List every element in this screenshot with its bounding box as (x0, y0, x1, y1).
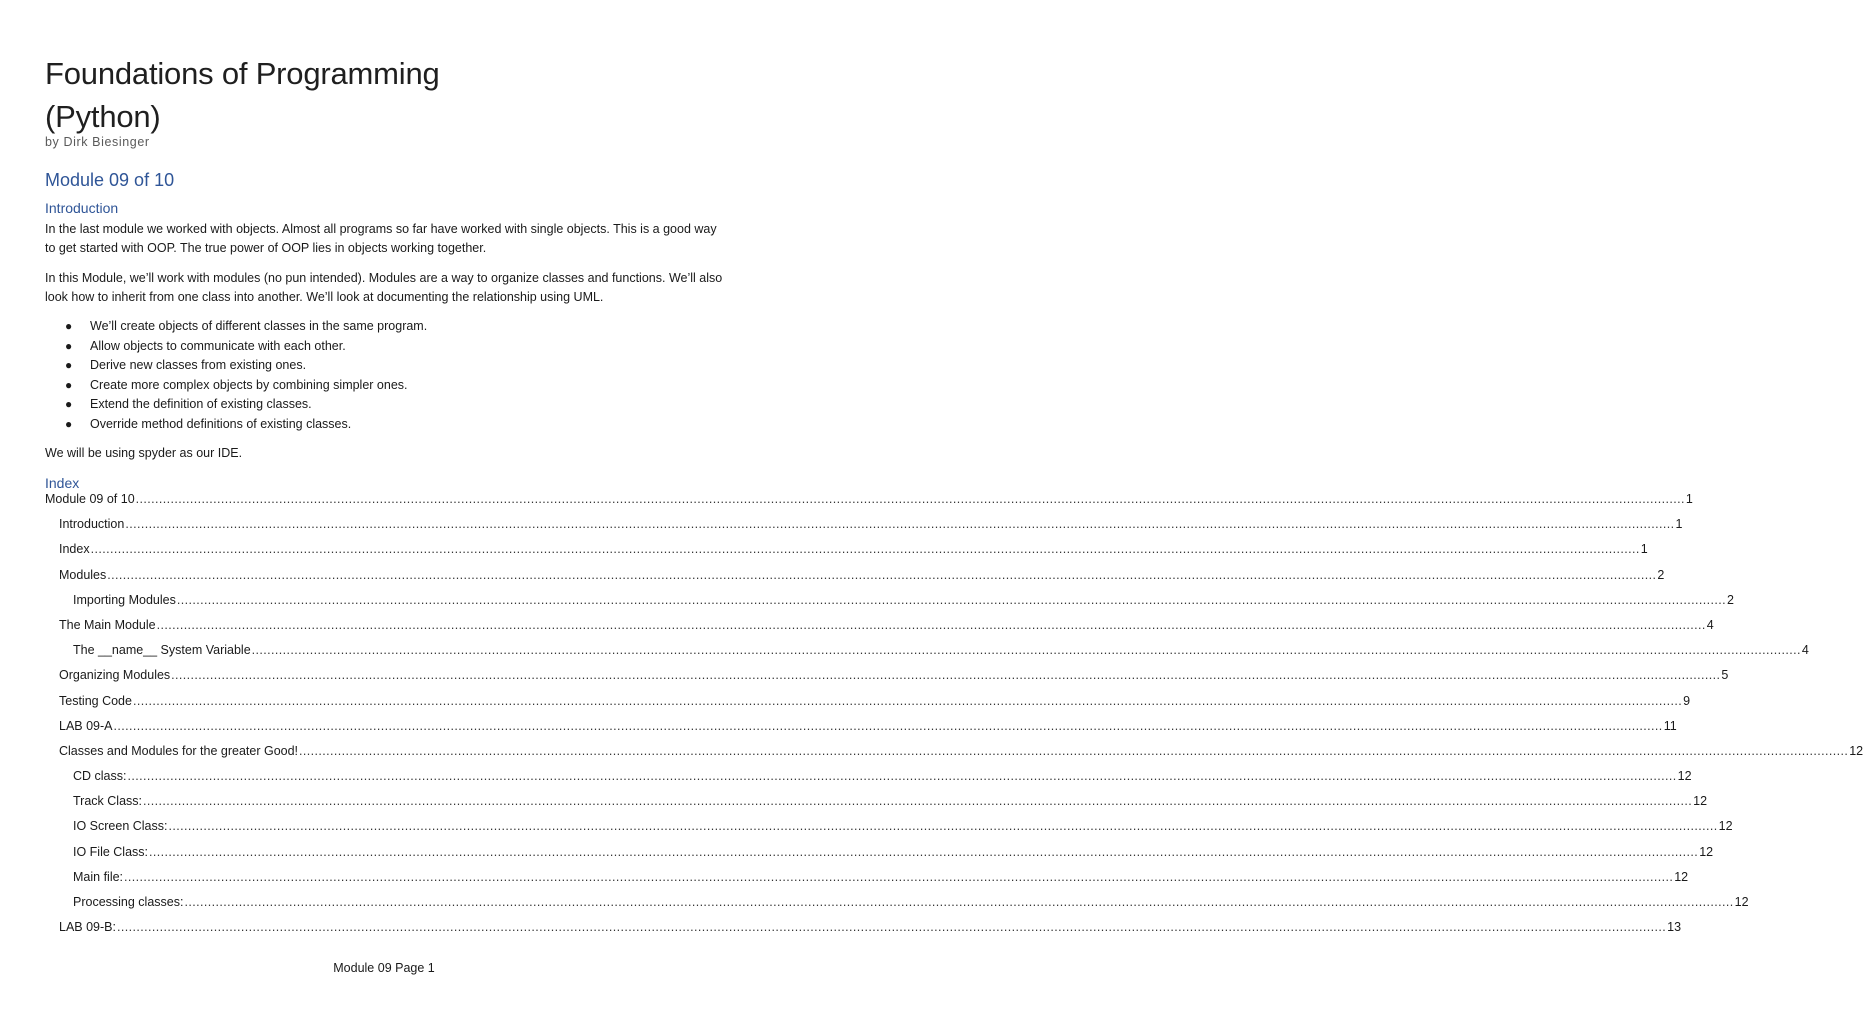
author-byline: by Dirk Biesinger (45, 135, 150, 149)
toc-entry[interactable] (45, 517, 1683, 542)
toc-dot-leader: ................................................................................................................................................................................................................................................................................................................................................................................................................ (143, 794, 1693, 809)
toc-dot-leader: ................................................................................................................................................................................................................................................................................................................................................................................................................ (156, 617, 1706, 632)
list-item-text: Create more complex objects by combining simpler ones. (90, 377, 408, 392)
document-title-line1: Foundations of Programming (45, 56, 440, 91)
toc-entry-label: Track Class: (73, 794, 142, 809)
toc-entry[interactable] (45, 794, 1708, 819)
toc-dot-leader: ................................................................................................................................................................................................................................................................................................................................................................................................................ (184, 895, 1734, 909)
page-footer: Module 09 Page 1 (333, 961, 435, 975)
list-item (45, 415, 427, 435)
list-item (45, 356, 427, 376)
list-item (45, 337, 427, 357)
toc-dot-leader: ................................................................................................................................................................................................................................................................................................................................................................................................................ (116, 920, 1667, 935)
toc-entry-label: Organizing Modules (59, 668, 171, 683)
toc-entry[interactable] (45, 920, 1682, 945)
toc-dot-leader: ................................................................................................................................................................................................................................................................................................................................................................................................................ (251, 643, 1801, 658)
toc-page-number: 12 (1674, 869, 1689, 884)
toc-entry[interactable] (45, 643, 1809, 668)
index-heading: Index (45, 475, 80, 491)
list-item (45, 376, 427, 396)
toc-dot-leader: ................................................................................................................................................................................................................................................................................................................................................................................................................ (125, 517, 1675, 532)
toc-entry[interactable] (45, 844, 1714, 870)
list-item (45, 395, 427, 415)
toc-page-number: 12 (1718, 819, 1733, 834)
toc-entry-label: LAB 09-A (59, 718, 113, 733)
toc-entry-label: The Main Module (59, 617, 156, 632)
toc-entry[interactable] (45, 895, 1749, 920)
toc-entry-label: IO File Class: (73, 844, 149, 859)
bullet-icon: ● (65, 416, 73, 431)
bullet-icon: ● (65, 397, 73, 412)
toc-page-number: 9 (1683, 693, 1691, 708)
toc-entry-label: Module 09 of 10 (45, 492, 135, 506)
list-item-text: Derive new classes from existing ones. (90, 358, 307, 373)
intro-paragraph-1: In the last module we worked with objects. Almost all programs so far have worked with single objects. This is a good way to get started with OOP. The true power of OOP lies in objects working together. (45, 222, 717, 255)
toc-entry-label: IO Screen Class: (73, 819, 168, 834)
toc-page-number: 1 (1640, 542, 1648, 557)
toc-entry[interactable] (45, 693, 1691, 719)
list-item-text: Extend the definition of existing classes. (90, 397, 312, 412)
toc-page-number: 13 (1667, 920, 1682, 935)
objectives-list (45, 317, 427, 435)
toc-entry-label: Index (59, 542, 90, 557)
toc-entry[interactable] (45, 492, 1693, 517)
toc-page-number: 12 (1693, 794, 1708, 809)
bullet-icon: ● (65, 319, 73, 333)
toc-entry[interactable] (45, 567, 1665, 593)
toc-dot-leader: ................................................................................................................................................................................................................................................................................................................................................................................................................ (299, 743, 1849, 758)
ide-note: We will be using spyder as our IDE. (45, 446, 243, 460)
list-item (45, 317, 427, 337)
bullet-icon: ● (65, 377, 73, 392)
toc-entry[interactable] (45, 592, 1734, 618)
toc-page-number: 4 (1706, 617, 1714, 632)
bullet-icon: ● (65, 338, 73, 353)
table-of-contents (45, 492, 1863, 945)
toc-page-number: 2 (1727, 592, 1734, 607)
list-item-text: Allow objects to communicate with each other. (90, 338, 346, 353)
toc-entry-label: The __name__ System Variable (73, 643, 251, 658)
toc-dot-leader: ................................................................................................................................................................................................................................................................................................................................................................................................................ (127, 769, 1677, 784)
toc-entry[interactable] (45, 617, 1714, 643)
introduction-heading: Introduction (45, 200, 119, 216)
toc-entry-label: CD class: (73, 769, 127, 784)
toc-entry-label: LAB 09-B: (59, 920, 116, 935)
toc-entry[interactable] (45, 718, 1677, 744)
toc-entry-label: Testing Code (59, 693, 132, 708)
toc-entry[interactable] (45, 869, 1689, 895)
toc-page-number: 5 (1721, 668, 1729, 683)
toc-entry-label: Processing classes: (73, 895, 184, 909)
toc-page-number: 2 (1657, 567, 1665, 582)
toc-dot-leader: ................................................................................................................................................................................................................................................................................................................................................................................................................ (132, 693, 1683, 708)
toc-entry[interactable] (45, 769, 1692, 794)
toc-dot-leader: ................................................................................................................................................................................................................................................................................................................................................................................................................ (168, 819, 1718, 834)
toc-dot-leader: ................................................................................................................................................................................................................................................................................................................................................................................................................ (149, 844, 1699, 859)
toc-dot-leader: ................................................................................................................................................................................................................................................................................................................................................................................................................ (113, 718, 1663, 733)
toc-entry-label: Modules (59, 567, 107, 582)
toc-page-number: 12 (1734, 895, 1749, 909)
intro-paragraph-2: In this Module, we’ll work with modules (no pun intended). Modules are a way to organize classes and functions. We’ll also look how to inherit from one class into another. We’ll look at documenting the relationship using UML. (45, 271, 723, 304)
toc-dot-leader: ................................................................................................................................................................................................................................................................................................................................................................................................................ (171, 668, 1721, 683)
toc-page-number: 12 (1699, 844, 1714, 859)
toc-entry[interactable] (45, 819, 1733, 844)
toc-dot-leader: ................................................................................................................................................................................................................................................................................................................................................................................................................ (176, 592, 1726, 607)
toc-entry[interactable] (45, 743, 1863, 769)
module-heading: Module 09 of 10 (45, 170, 175, 190)
toc-entry[interactable] (45, 542, 1648, 567)
list-item-text: Override method definitions of existing classes. (90, 416, 352, 431)
toc-dot-leader: ................................................................................................................................................................................................................................................................................................................................................................................................................ (107, 567, 1657, 582)
toc-entry-label: Introduction (59, 517, 125, 532)
toc-dot-leader: ................................................................................................................................................................................................................................................................................................................................................................................................................ (135, 492, 1685, 506)
document-title (45, 52, 440, 138)
toc-entry-label: Classes and Modules for the greater Good! (59, 743, 299, 758)
bullet-icon: ● (65, 358, 73, 373)
toc-entry-label: Main file: (73, 869, 124, 884)
toc-dot-leader: ................................................................................................................................................................................................................................................................................................................................................................................................................ (90, 542, 1640, 557)
toc-page-number: 4 (1801, 643, 1809, 658)
toc-page-number: 12 (1677, 769, 1692, 784)
toc-entry[interactable] (45, 668, 1729, 693)
toc-entry-label: Importing Modules (73, 592, 176, 607)
toc-dot-leader: ................................................................................................................................................................................................................................................................................................................................................................................................................ (124, 869, 1674, 884)
toc-page-number: 1 (1685, 492, 1693, 506)
list-item-text: We’ll create objects of different classes in the same program. (90, 319, 428, 333)
toc-page-number: 1 (1675, 517, 1683, 532)
toc-page-number: 11 (1663, 718, 1677, 733)
toc-page-number: 12 (1849, 743, 1863, 758)
document-title-line2: (Python) (45, 99, 161, 134)
